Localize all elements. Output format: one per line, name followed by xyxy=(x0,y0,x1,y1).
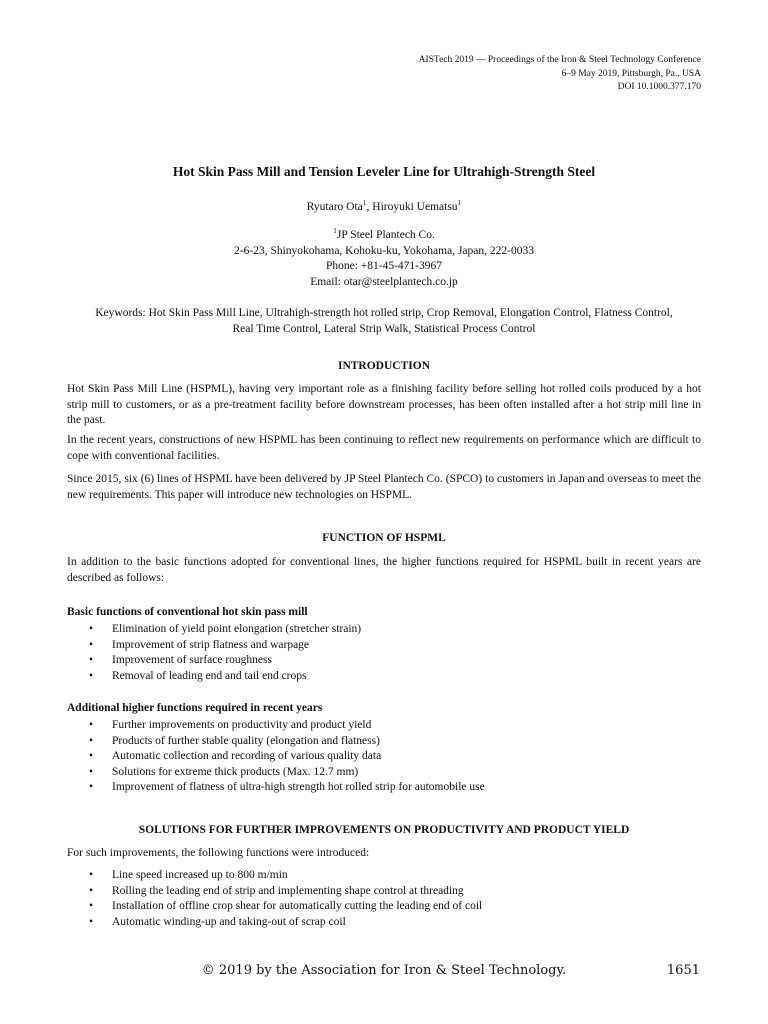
bullet-list-solutions xyxy=(67,868,482,930)
keywords xyxy=(0,306,768,337)
list-item xyxy=(67,765,485,781)
bullet-mark: • xyxy=(89,734,94,747)
list-item-text: Solutions for extreme thick products (Max. 12.7 mm) xyxy=(112,765,359,778)
keywords-line: Keywords: Hot Skin Pass Mill Line, Ultrahigh-strength hot rolled strip, Crop Removal, Elongation Control, Flatness Control, xyxy=(95,307,673,319)
list-item-text: Rolling the leading end of strip and implementing shape control at threading xyxy=(112,884,464,897)
paragraph: In addition to the basic functions adopted for conventional lines, the higher functions required for HSPML built in recent years are described as follows: xyxy=(67,556,701,584)
list-item xyxy=(67,734,485,750)
author-name: Hiroyuki Uematsu xyxy=(372,201,458,213)
bullet-mark: • xyxy=(89,781,94,793)
list-item-text: Line speed increased up to 800 m/min xyxy=(112,869,288,881)
bullet-mark: • xyxy=(89,719,94,731)
list-item xyxy=(67,653,361,669)
list-item-text: Automatic collection and recording of various quality data xyxy=(112,750,382,762)
affiliation-phone: Phone: +81-45-471-3967 xyxy=(325,260,443,272)
subheading-basic-functions: Basic functions of conventional hot skin pass mill xyxy=(67,606,308,618)
keywords-line: Real Time Control, Lateral Strip Walk, Statistical Process Control xyxy=(232,322,536,335)
section-heading-introduction: INTRODUCTION xyxy=(337,360,430,372)
bullet-mark: • xyxy=(89,900,94,912)
list-item xyxy=(67,638,361,654)
affiliation-address: 2-6-23, Shinyokohama, Kohoku-ku, Yokohama, Japan, 222-0033 xyxy=(234,244,534,257)
bullet-list-basic-functions xyxy=(67,622,361,684)
bullet-mark: • xyxy=(89,623,94,635)
list-item-text: Installation of offline crop shear for automatically cutting the leading end of coil xyxy=(112,900,483,912)
doi: DOI 10.1000.377.170 xyxy=(617,82,701,92)
bullet-mark: • xyxy=(89,669,94,682)
affiliation-block xyxy=(0,228,768,290)
affiliation-mark: 1 xyxy=(333,226,337,236)
bullet-mark: • xyxy=(89,765,94,778)
author-list xyxy=(0,198,768,213)
section-heading-function: FUNCTION OF HSPML xyxy=(322,532,446,544)
bullet-mark: • xyxy=(89,869,94,881)
bullet-mark: • xyxy=(89,654,94,666)
list-item xyxy=(67,622,361,638)
list-item-text: Removal of leading end and tail end crops xyxy=(112,669,307,682)
author-separator: , xyxy=(366,201,373,213)
author-name: Ryutaro Ota xyxy=(306,201,363,213)
list-item-text: Improvement of surface roughness xyxy=(112,654,272,666)
bullet-mark: • xyxy=(89,884,94,897)
list-item xyxy=(67,884,482,900)
page-number: 1651 xyxy=(666,963,700,978)
conference-date-location: 6–9 May 2019, Pittsburgh, Pa., USA xyxy=(561,68,701,79)
paragraph: For such improvements, the following functions were introduced: xyxy=(67,847,370,859)
list-item xyxy=(67,669,361,685)
paper-title: Hot Skin Pass Mill and Tension Leveler Line for Ultrahigh-Strength Steel xyxy=(172,164,596,179)
affiliation-org xyxy=(0,228,768,244)
list-item xyxy=(67,749,485,765)
list-item-text: Elimination of yield point elongation (stretcher strain) xyxy=(112,623,362,635)
list-item xyxy=(67,868,482,884)
list-item-text: Further improvements on productivity and product yield xyxy=(112,719,372,731)
affiliation-email: Email: otar@steelplantech.co.jp xyxy=(310,275,458,288)
paragraph: Since 2015, six (6) lines of HSPML have been delivered by JP Steel Plantech Co. (SPCO) to customers in Japan and overseas to meet the new requirements. This paper will introduce new technologies on HSPML. xyxy=(67,473,701,501)
copyright-notice: © 2019 by the Association for Iron & Steel Technology. xyxy=(201,963,567,978)
list-item xyxy=(67,780,485,796)
conference-name: AISTech 2019 — Proceedings of the Iron & Steel Technology Conference xyxy=(418,55,701,65)
list-item-text: Automatic winding-up and taking-out of scrap coil xyxy=(112,915,346,928)
list-item-text: Products of further stable quality (elongation and flatness) xyxy=(112,734,380,747)
bullet-list-additional-functions xyxy=(67,718,485,796)
list-item xyxy=(67,718,485,734)
author-affiliation-mark: 1 xyxy=(362,198,367,208)
affiliation-org-name: JP Steel Plantech Co. xyxy=(336,229,435,241)
list-item xyxy=(67,899,482,915)
subheading-additional-functions: Additional higher functions required in recent years xyxy=(67,702,323,714)
bullet-mark: • xyxy=(89,750,94,762)
paragraph: In the recent years, constructions of new HSPML has been continuing to reflect new requirements on performance which are difficult to cope with conventional facilities. xyxy=(67,434,701,462)
paragraph: Hot Skin Pass Mill Line (HSPML), having very important role as a finishing facility before selling hot rolled coils produced by a hot strip mill to customers, or as a pre-treatment facility before downstream processes, has been often installed after a hot strip mill line in the past. xyxy=(67,383,701,426)
conference-header xyxy=(419,54,701,95)
list-item-text: Improvement of flatness of ultra-high strength hot rolled strip for automobile use xyxy=(112,781,485,793)
list-item xyxy=(67,915,482,931)
list-item-text: Improvement of strip flatness and warpage xyxy=(112,638,310,651)
author-affiliation-mark: 1 xyxy=(457,198,462,208)
bullet-mark: • xyxy=(89,638,94,651)
section-heading-solutions: SOLUTIONS FOR FURTHER IMPROVEMENTS ON PRODUCTIVITY AND PRODUCT YIELD xyxy=(138,824,630,836)
bullet-mark: • xyxy=(89,915,94,928)
